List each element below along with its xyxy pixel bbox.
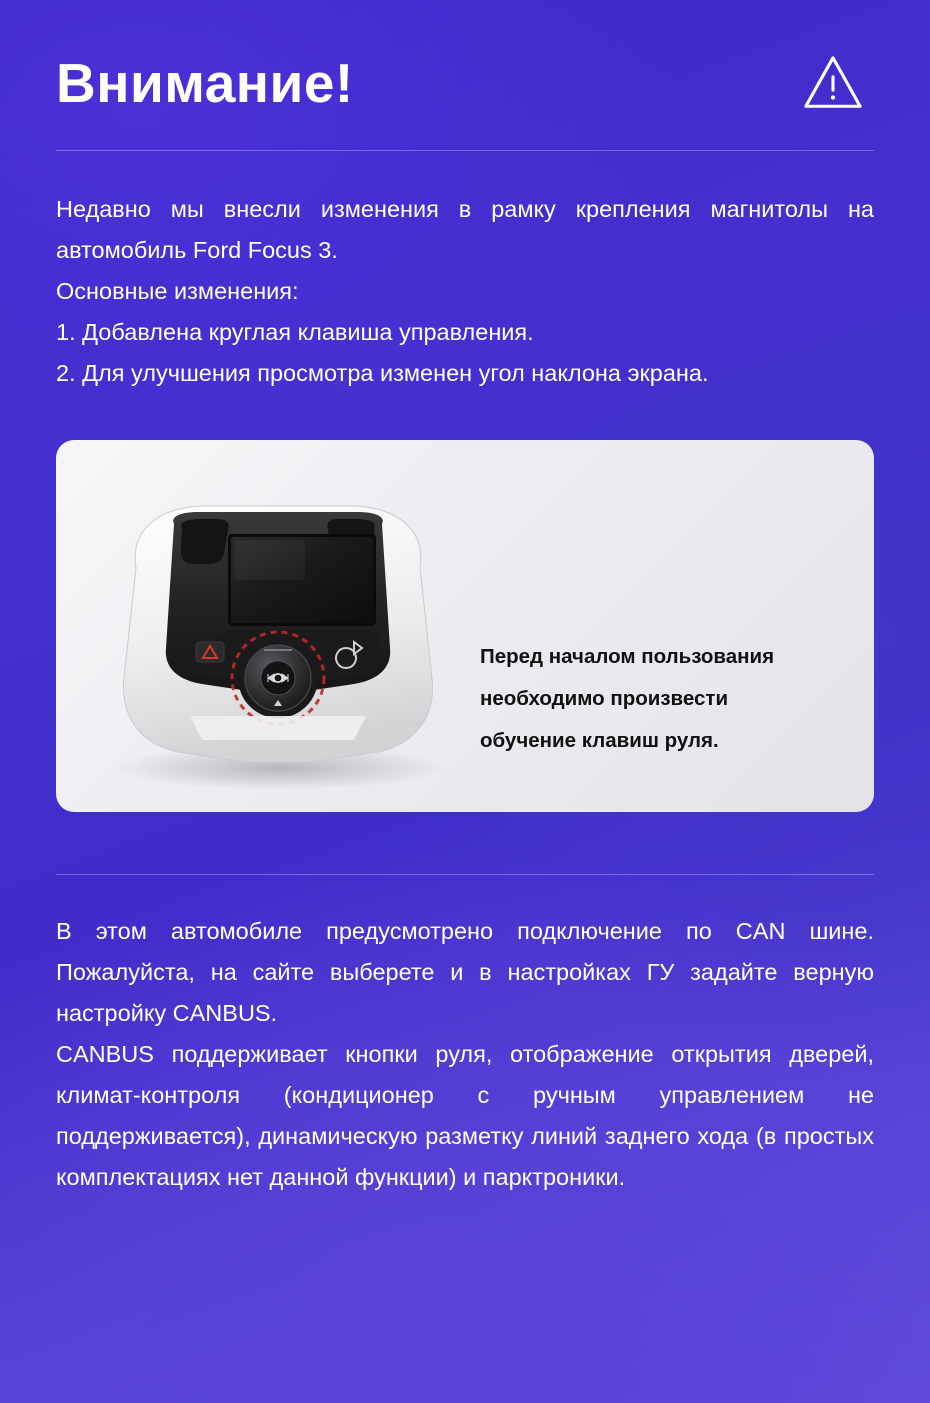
warning-triangle-icon: [802, 52, 864, 114]
card-note-line-1: Перед началом пользования: [480, 645, 775, 668]
card-note: [480, 636, 870, 762]
page-header: [0, 0, 930, 114]
intro-text-block: [56, 189, 874, 394]
car-head-unit-photo: [78, 472, 478, 792]
intro-line-3: 1. Добавлена круглая клавиша управления.: [56, 319, 534, 345]
bottom-paragraph-1: В этом автомобиле предусмотрено подключение по CAN шине. Пожалуйста, на сайте выберете и в настройках ГУ задайте верную настройку CANBUS.: [56, 918, 874, 1026]
card-note-line-3: обучение клавиш руля.: [480, 729, 719, 752]
bottom-text-block: [56, 911, 874, 1198]
illustration-card: [56, 440, 874, 812]
bottom-paragraph-2: CANBUS поддерживает кнопки руля, отображение открытия дверей, климат-контроля (кондиционер с ручным управлением не поддерживается), динамическую разметку линий заднего хода (в простых комплектациях нет данной функции) и парктроники.: [56, 1041, 874, 1190]
card-note-line-2: необходимо произвести: [480, 687, 729, 710]
intro-line-2: Основные изменения:: [56, 278, 299, 304]
header-divider: [56, 150, 874, 151]
section-divider: [56, 874, 874, 875]
intro-line-4: 2. Для улучшения просмотра изменен угол наклона экрана.: [56, 360, 709, 386]
page-title: Внимание!: [56, 51, 354, 114]
intro-line-1: Недавно мы внесли изменения в рамку крепления магнитолы на автомобиль Ford Focus 3.: [56, 196, 874, 263]
